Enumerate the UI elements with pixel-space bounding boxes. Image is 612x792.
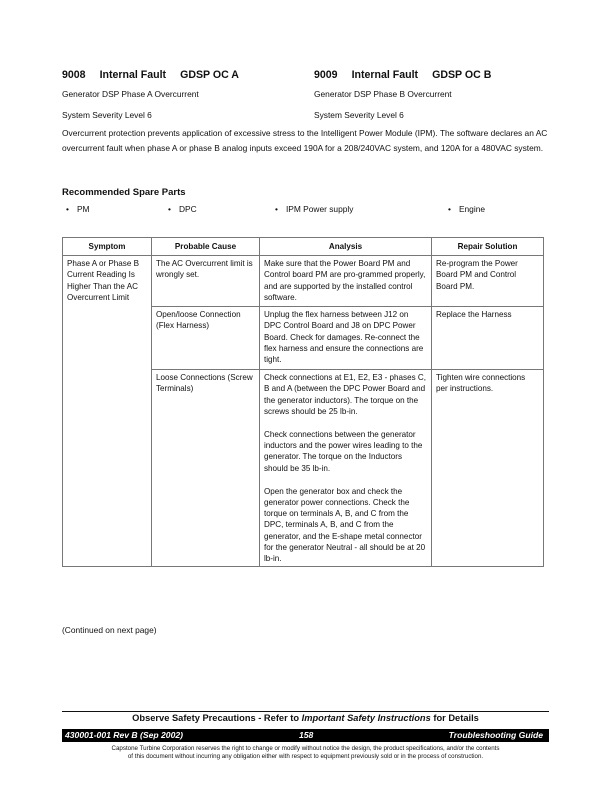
symptom-cell: Phase A or Phase B Current Reading Is Higher Than the AC Overcurrent Limit [63,256,152,567]
fault-code: 9009 [314,69,338,81]
fault-name: GDSP OC A [180,69,239,81]
legal-line-2: of this document without incurring any obligation either with respect to equipment previously sold or in the process of construction. [127,753,484,760]
spare-part-item: • DPC [168,204,197,214]
safety-notice [62,713,549,723]
analysis-paragraph: Check connections between the generator inductors and the power wires leading to the generator. The torque on the Inductors should be 35 lb-in. [264,430,423,473]
spare-part-item: • Engine [448,204,485,214]
solution-cell: Re-program the Power Board PM and Control Board PM. [432,256,544,307]
guide-title: Troubleshooting Guide [448,730,543,740]
fault-9008-title [62,69,253,81]
footer-divider [62,711,549,712]
fault-name: GDSP OC B [432,69,492,81]
fault-9009-title [314,69,505,81]
solution-cell: Tighten wire connections per instructions. [432,370,544,567]
column-header-symptom: Symptom [63,238,152,256]
analysis-cell: Make sure that the Power Board PM and Control board PM are pro-grammed properly, and are supported by the installed control software. [260,256,432,307]
analysis-cell: Unplug the flex harness between J12 on DPC Control Board and J8 on DPC Power Board. Check for damages. Re-connect the flex harness and ensure the connections are tight. [260,307,432,370]
overview-paragraph: Overcurrent protection prevents application of excessive stress to the Intelligent Power Module (IPM). The software declares an AC overcurrent fault when phase A or phase B analog inputs exceed 190A for a 208/240VAC system, and 120A for a 480VAC system. [62,128,548,153]
table-header-row [63,238,544,256]
footer-bar [62,729,549,742]
cause-cell: Loose Connections (Screw Terminals) [152,370,260,567]
fault-category: Internal Fault [99,69,167,81]
spare-part-item: • PM [66,204,90,214]
spare-parts-heading: Recommended Spare Parts [62,187,186,198]
troubleshooting-table [62,237,544,567]
spare-part-item: • IPM Power supply [275,204,353,214]
table-row [63,256,544,307]
cause-cell: The AC Overcurrent limit is wrongly set. [152,256,260,307]
fault-9008-severity: System Severity Level 6 [62,110,152,120]
solution-cell: Replace the Harness [432,307,544,370]
column-header-analysis: Analysis [260,238,432,256]
column-header-probable-cause: Probable Cause [152,238,260,256]
safety-suffix: for Details [430,713,479,723]
fault-9009-description: Generator DSP Phase B Overcurrent [314,89,452,99]
fault-9009-severity: System Severity Level 6 [314,110,404,120]
column-header-repair-solution: Repair Solution [432,238,544,256]
fault-9008-description: Generator DSP Phase A Overcurrent [62,89,199,99]
fault-category: Internal Fault [351,69,419,81]
legal-line-1: Capstone Turbine Corporation reserves the right to change or modify without notice the design, the product specifications, and/or the contents [111,745,500,752]
page-number: 158 [299,730,314,740]
fault-code: 9008 [62,69,86,81]
continued-note: (Continued on next page) [62,625,157,635]
cause-cell: Open/loose Connection (Flex Harness) [152,307,260,370]
analysis-cell [260,370,432,567]
analysis-paragraph: Open the generator box and check the generator power connections. Check the torque on terminals A, B, and C from the DPC, terminals A, B, and C from the generator, and the E-shape metal connector for the generator Neutral - all should be at 20 lb-in. [264,486,426,564]
safety-prefix: Observe Safety Precautions - Refer to [132,713,302,723]
analysis-paragraph: Check connections at E1, E2, E3 - phases C, B and A (between the DPC Power Board and the generator inductors). The torque on the screws should be 25 lb-in. [264,373,426,416]
safety-instructions-ref: Important Safety Instructions [301,713,431,723]
document-id: 430001-001 Rev B (Sep 2002) [65,730,184,740]
